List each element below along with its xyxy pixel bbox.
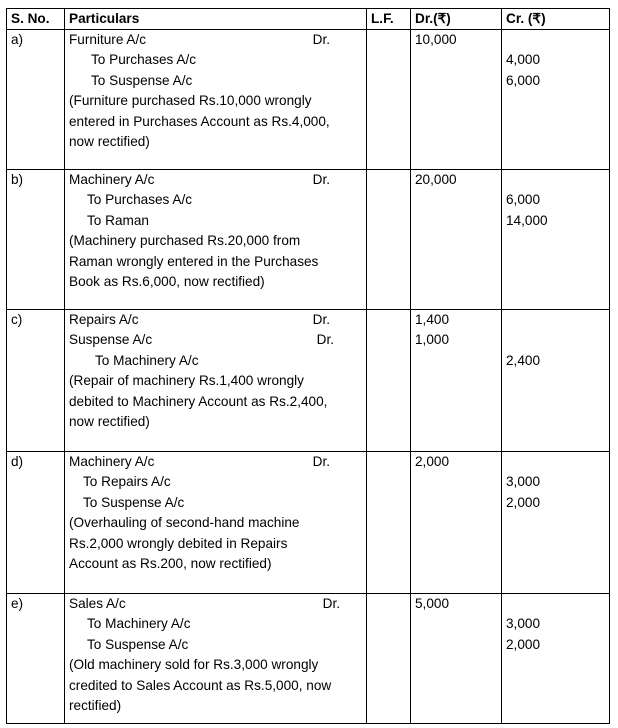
- narration-line: entered in Purchases Account as Rs.4,000,: [69, 113, 330, 129]
- entry-dr: [411, 452, 502, 594]
- journal-entry-e: [7, 594, 610, 724]
- entry-lf: [367, 452, 411, 594]
- entry-particulars: [65, 594, 367, 724]
- debit-amount: 5,000: [415, 596, 450, 611]
- entry-dr: [411, 30, 502, 170]
- debit-amount: 1,000: [415, 332, 450, 348]
- narration-line: (Machinery purchased Rs.20,000 from: [69, 233, 301, 249]
- entry-cr: [502, 310, 610, 452]
- debit-amount: 1,400: [415, 312, 450, 327]
- credit-account: To Suspense A/c: [83, 494, 185, 510]
- narration-line: Rs.2,000 wrongly debited in Repairs: [69, 535, 288, 551]
- narration-line: now rectified): [69, 413, 150, 429]
- credit-amount: 2,000: [506, 636, 541, 652]
- credit-amount: 6,000: [506, 72, 541, 88]
- narration-line: Account as Rs.200, now rectified): [69, 555, 272, 571]
- header-row: [7, 9, 610, 30]
- credit-amount: 2,400: [506, 352, 541, 368]
- narration-line: Book as Rs.6,000, now rectified): [69, 273, 265, 289]
- debit-account: Machinery A/c: [69, 172, 155, 187]
- debit-account: Sales A/c: [69, 596, 126, 611]
- journal-entry-d: [7, 452, 610, 594]
- narration-line: (Overhauling of second-hand machine: [69, 515, 300, 531]
- dr-mark: Dr.: [312, 454, 330, 469]
- entry-dr: [411, 594, 502, 724]
- entry-cr: [502, 170, 610, 310]
- entry-particulars: [65, 170, 367, 310]
- debit-account: Machinery A/c: [69, 454, 155, 469]
- credit-amount: 4,000: [506, 52, 541, 68]
- entry-particulars: [65, 30, 367, 170]
- header-dr: Dr.(₹): [411, 9, 502, 30]
- dr-mark: Dr.: [322, 596, 340, 611]
- narration-line: credited to Sales Account as Rs.5,000, now: [69, 677, 332, 693]
- entry-lf: [367, 594, 411, 724]
- header-cr: Cr. (₹): [502, 9, 610, 30]
- entry-particulars: [65, 452, 367, 594]
- credit-account: To Purchases A/c: [87, 192, 193, 208]
- entry-dr: [411, 310, 502, 452]
- narration-line: now rectified): [69, 133, 150, 149]
- entry-particulars: [65, 310, 367, 452]
- entry-sno: c): [7, 310, 65, 452]
- header-particulars: Particulars: [65, 9, 367, 30]
- entry-sno: d): [7, 452, 65, 594]
- dr-mark: Dr.: [312, 32, 330, 47]
- debit-account: Furniture A/c: [69, 32, 147, 47]
- narration-line: (Furniture purchased Rs.10,000 wrongly: [69, 93, 312, 109]
- dr-mark: Dr.: [316, 332, 334, 348]
- credit-account: To Machinery A/c: [95, 352, 199, 368]
- rectification-journal-table: [6, 8, 610, 724]
- credit-amount: 2,000: [506, 494, 541, 510]
- credit-amount: 6,000: [506, 192, 541, 208]
- entry-cr: [502, 452, 610, 594]
- credit-account: To Machinery A/c: [87, 616, 191, 632]
- entry-cr: [502, 594, 610, 724]
- narration-line: debited to Machinery Account as Rs.2,400,: [69, 393, 328, 409]
- entry-lf: [367, 170, 411, 310]
- debit-amount: 10,000: [415, 32, 457, 47]
- debit-account: Suspense A/c: [69, 332, 153, 348]
- journal-entry-a: [7, 30, 610, 170]
- journal-entry-c: [7, 310, 610, 452]
- header-sno: S. No.: [7, 9, 65, 30]
- dr-mark: Dr.: [312, 312, 330, 327]
- entry-lf: [367, 310, 411, 452]
- debit-amount: 2,000: [415, 454, 450, 469]
- journal-table-container: [6, 8, 609, 724]
- credit-amount: 3,000: [506, 616, 541, 632]
- header-lf: L.F.: [367, 9, 411, 30]
- journal-entry-b: [7, 170, 610, 310]
- entry-sno: e): [7, 594, 65, 724]
- entry-sno: b): [7, 170, 65, 310]
- entry-cr: [502, 30, 610, 170]
- entry-sno: a): [7, 30, 65, 170]
- narration-line: (Repair of machinery Rs.1,400 wrongly: [69, 373, 304, 389]
- credit-account: To Suspense A/c: [87, 636, 189, 652]
- credit-account: To Repairs A/c: [83, 474, 171, 490]
- narration-line: rectified): [69, 697, 122, 713]
- credit-account: To Purchases A/c: [91, 52, 197, 68]
- debit-amount: 20,000: [415, 172, 457, 187]
- credit-amount: 14,000: [506, 212, 548, 228]
- credit-account: To Suspense A/c: [91, 72, 193, 88]
- entry-dr: [411, 170, 502, 310]
- narration-line: Raman wrongly entered in the Purchases: [69, 253, 319, 269]
- narration-line: (Old machinery sold for Rs.3,000 wrongly: [69, 657, 319, 673]
- entry-lf: [367, 30, 411, 170]
- credit-amount: 3,000: [506, 474, 541, 490]
- credit-account: To Raman: [87, 212, 149, 228]
- debit-account: Repairs A/c: [69, 312, 139, 327]
- dr-mark: Dr.: [312, 172, 330, 187]
